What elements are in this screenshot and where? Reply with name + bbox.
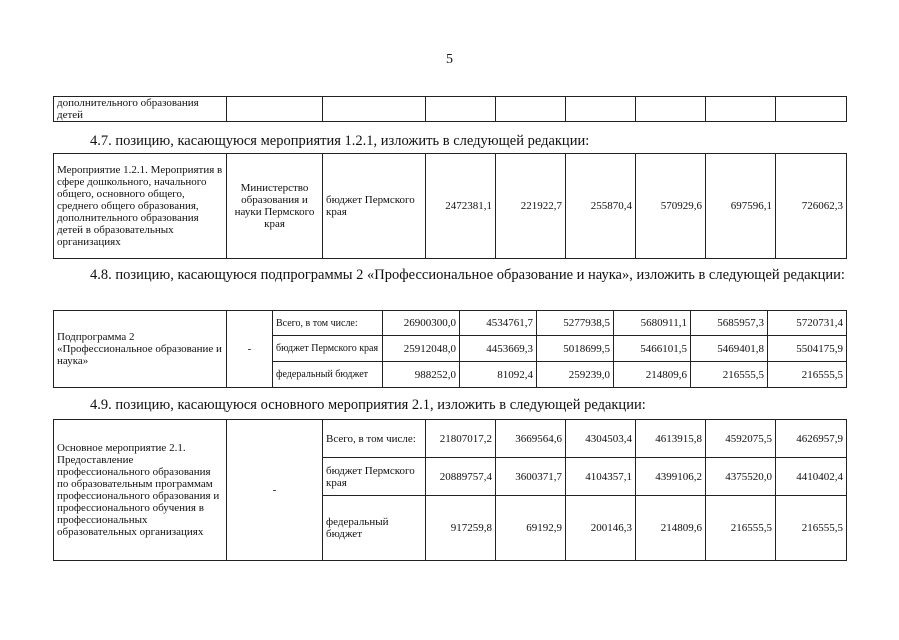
table-cell-value: 4613915,8 xyxy=(636,420,706,458)
table-cell-value: 988252,0 xyxy=(383,362,460,388)
table-cell-value: 214809,6 xyxy=(636,496,706,561)
page-number: 5 xyxy=(446,52,453,67)
table-cell-value: 255870,4 xyxy=(566,154,636,259)
table-cell-value: 69192,9 xyxy=(496,496,566,561)
table-cell-value: 2472381,1 xyxy=(426,154,496,259)
table-cell-name: дополнительного образования детей xyxy=(54,97,227,122)
table-cell-value: 216555,5 xyxy=(706,496,776,561)
table-cell-value: 4534761,7 xyxy=(460,311,537,336)
table-cell-value: 4592075,5 xyxy=(706,420,776,458)
table-cell-value: 4399106,2 xyxy=(636,458,706,496)
table-cell-value: 570929,6 xyxy=(636,154,706,259)
table-cell-executor: - xyxy=(227,420,323,561)
table-cell-source: Всего, в том числе: xyxy=(273,311,383,336)
table-cell-value: 5685957,3 xyxy=(691,311,768,336)
table-cell-value: 5680911,1 xyxy=(614,311,691,336)
table-cell-value: 4104357,1 xyxy=(566,458,636,496)
table-cell-source: федеральный бюджет xyxy=(323,496,426,561)
table-cell-value: 216555,5 xyxy=(776,496,847,561)
table-cell-executor: - xyxy=(227,311,273,388)
table-cell-value: 4626957,9 xyxy=(776,420,847,458)
table-subprogram-2 xyxy=(53,310,847,388)
table-main-activity-2-1 xyxy=(53,419,847,561)
table-cell-value: 4304503,4 xyxy=(566,420,636,458)
table-cell-value: 26900300,0 xyxy=(383,311,460,336)
table-cell-value: 726062,3 xyxy=(776,154,847,259)
table-cell-value: 5469401,8 xyxy=(691,336,768,362)
table-cell-value: 3600371,7 xyxy=(496,458,566,496)
table-cell-value: 216555,5 xyxy=(768,362,847,388)
table-cell-value: 20889757,4 xyxy=(426,458,496,496)
table-cell-value: 81092,4 xyxy=(460,362,537,388)
table-cell-value: 221922,7 xyxy=(496,154,566,259)
table-cell-value: 917259,8 xyxy=(426,496,496,561)
table-cell-value: 5018699,5 xyxy=(537,336,614,362)
paragraph-4-7: 4.7. позицию, касающуюся мероприятия 1.2.1, изложить в следующей редакции: xyxy=(90,133,590,149)
table-cell-source: Всего, в том числе: xyxy=(323,420,426,458)
table-cell-value: 214809,6 xyxy=(614,362,691,388)
table-cell-value: 4453669,3 xyxy=(460,336,537,362)
table-cell-value: 5466101,5 xyxy=(614,336,691,362)
table-cell-source: федеральный бюджет xyxy=(273,362,383,388)
table-cell-value: 4375520,0 xyxy=(706,458,776,496)
table-cell-value: 259239,0 xyxy=(537,362,614,388)
table-cell-name: Основное мероприятие 2.1. Предоставление профессионального образования по образовательным программам профессионального образования и профессионального обучения в профессиональных образовательных организациях xyxy=(54,420,227,561)
table-cell-value: 5504175,9 xyxy=(768,336,847,362)
table-cell-value: 5277938,5 xyxy=(537,311,614,336)
table-cell-executor: Министерство образования и науки Пермского края xyxy=(227,154,323,259)
table-cell-value: 216555,5 xyxy=(691,362,768,388)
table-cell-name: Мероприятие 1.2.1. Мероприятия в сфере дошкольного, начального общего, основного общего, среднего общего образования, дополнительного образования детей в образовательных организациях xyxy=(54,154,227,259)
table-cell-value: 3669564,6 xyxy=(496,420,566,458)
table-measure-1-2-1 xyxy=(53,153,847,259)
table-cell-value: 697596,1 xyxy=(706,154,776,259)
table-cell-value: 5720731,4 xyxy=(768,311,847,336)
table-cell-value: 4410402,4 xyxy=(776,458,847,496)
table-cell-name: Подпрограмма 2 «Профессиональное образование и наука» xyxy=(54,311,227,388)
table-cell-value: 200146,3 xyxy=(566,496,636,561)
table-cell-value: 25912048,0 xyxy=(383,336,460,362)
table-cell-source: бюджет Пермского края xyxy=(273,336,383,362)
paragraph-4-8: 4.8. позицию, касающуюся подпрограммы 2 «Профессиональное образование и наука», изложить в следующей редакции: xyxy=(90,267,845,283)
table-cell-value: 21807017,2 xyxy=(426,420,496,458)
table-cell-source: бюджет Пермского края xyxy=(323,458,426,496)
paragraph-4-9: 4.9. позицию, касающуюся основного мероприятия 2.1, изложить в следующей редакции: xyxy=(90,397,646,413)
table-top-fragment xyxy=(53,96,847,122)
table-cell-source: бюджет Пермского края xyxy=(323,154,426,259)
